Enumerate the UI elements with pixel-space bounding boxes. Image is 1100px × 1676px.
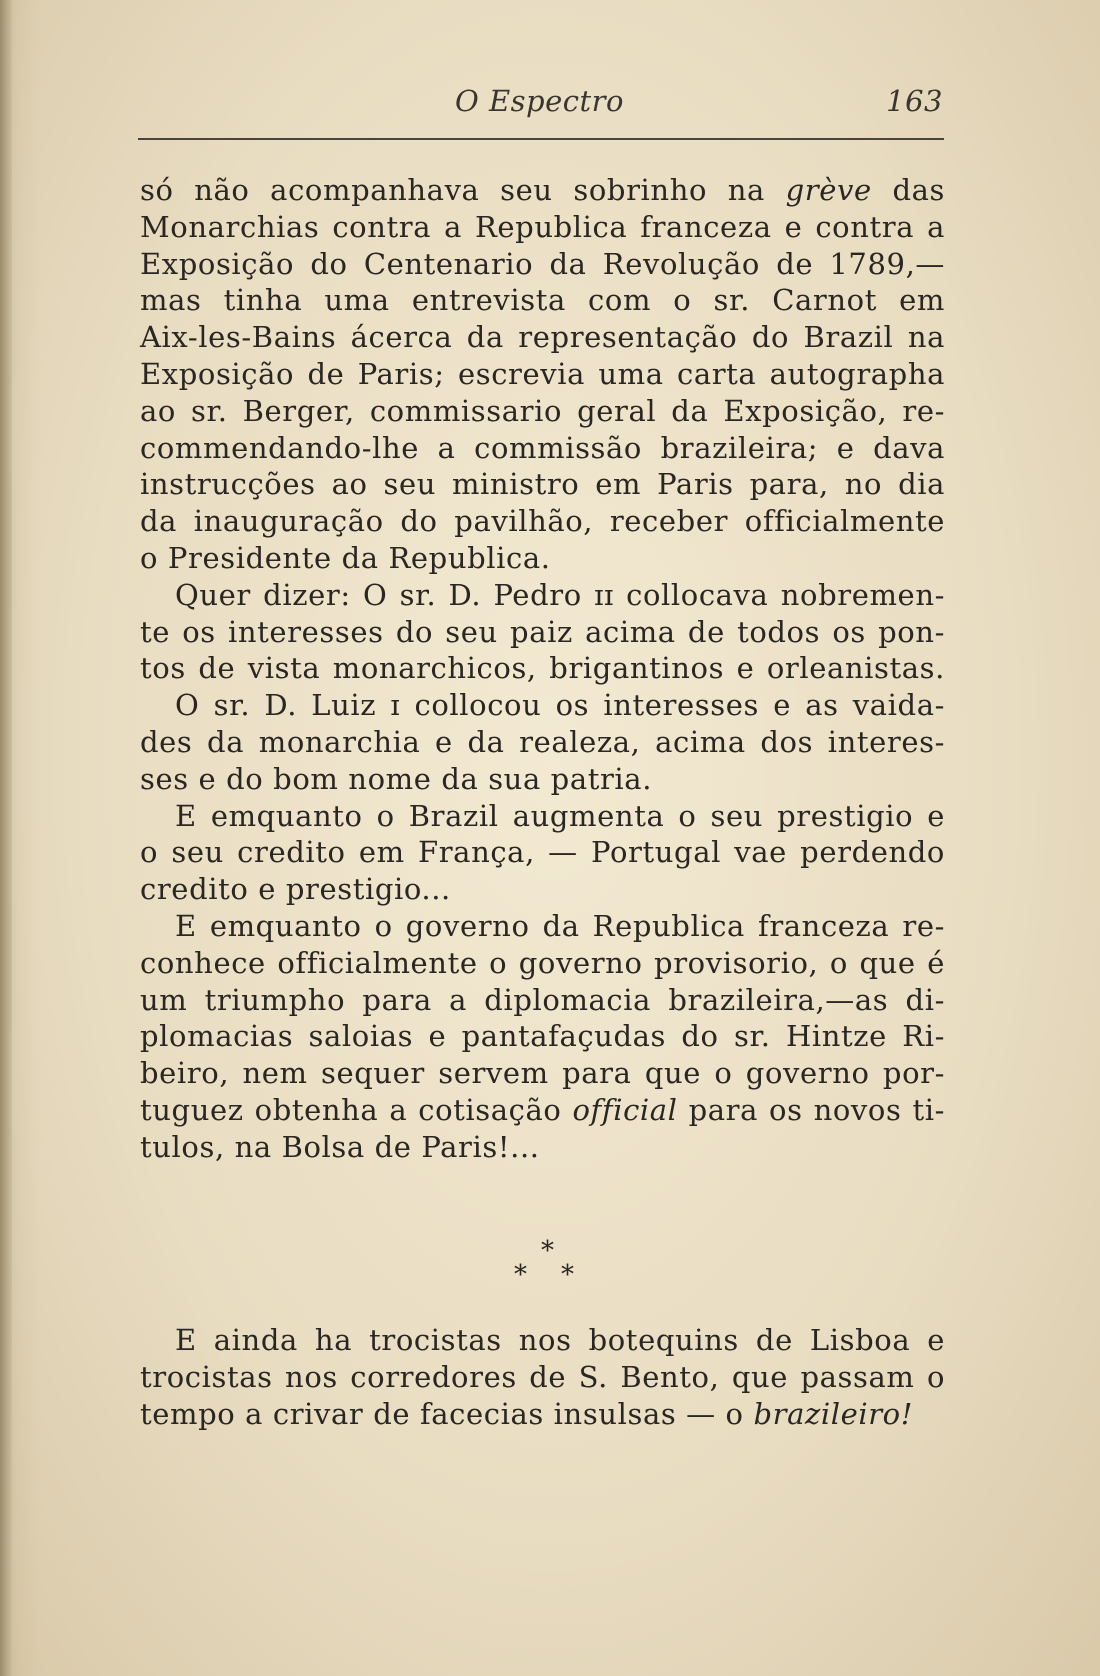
italic-word: brazileiro! (753, 1396, 913, 1431)
body-line (140, 430, 945, 467)
body-line (140, 834, 945, 871)
text-run: credito e prestigio... (140, 872, 451, 907)
text-run: tulos, na Bolsa de Paris!... (140, 1129, 540, 1164)
closing-line (140, 1322, 945, 1359)
text-run: commendando-lhe a commissão brazileira; e dava (140, 430, 945, 465)
text-run: Exposição de Paris; escrevia uma carta autographa (140, 356, 945, 391)
body-line (140, 614, 945, 651)
text-run: só não acompanhava seu sobrinho na (140, 173, 786, 207)
closing-paragraph (140, 1322, 945, 1432)
body-line (140, 356, 945, 393)
text-run: tos de vista monarchicos, brigantinos e orleanistas. (140, 651, 945, 686)
body-line (140, 540, 945, 577)
running-title: O Espectro (455, 84, 624, 118)
asterism-star-top: * (541, 1236, 554, 1266)
text-run: conhece officialmente o governo provisorio, o que é (140, 945, 945, 980)
asterism-star-left: * (514, 1260, 527, 1290)
text-run: des da monarchia e da realeza, acima dos interes- (140, 724, 945, 759)
text-run: te os interesses do seu paiz acima de todos os pon- (140, 614, 945, 649)
body-line (140, 319, 945, 356)
body-line (140, 503, 945, 540)
text-run: plomacias saloias e pantafaçudas do sr. Hintze Ri- (140, 1019, 945, 1054)
text-run: Exposição do Centenario da Revolução de 1789,— (140, 246, 945, 281)
text-run: o seu credito em França, — Portugal vae perdendo (140, 835, 945, 870)
closing-line (140, 1396, 945, 1433)
text-run: um triumpho para a diplomacia brazileira,—as di- (140, 982, 945, 1017)
italic-word: official (572, 1092, 678, 1127)
text-run: E ainda ha trocistas nos botequins de Lisboa e (175, 1323, 945, 1357)
text-run: trocistas nos corredores de S. Bento, que passam o (140, 1359, 945, 1394)
header-rule (138, 138, 944, 140)
body-line (140, 282, 945, 319)
asterism-star-right: * (561, 1260, 574, 1290)
text-run: ao sr. Berger, commissario geral da Exposição, re- (140, 393, 945, 428)
body-line (140, 1018, 945, 1055)
text-run: Aix-les-Bains ácerca da representação do Brazil na (140, 320, 945, 355)
body-line (140, 687, 945, 724)
text-run: tempo a crivar de facecias insulsas — o (140, 1396, 754, 1431)
body-line (140, 1129, 945, 1166)
text-run: E emquanto o governo da Republica franceza re- (175, 908, 945, 943)
body-line (140, 1055, 945, 1092)
body-line (140, 209, 945, 246)
text-run: O sr. D. Luiz ɪ collocou os interesses e as vaida- (175, 688, 945, 723)
body-line (140, 982, 945, 1019)
text-run: mas tinha uma entrevista com o sr. Carnot em (140, 283, 945, 318)
text-run: Quer dizer: O sr. D. Pedro ɪɪ collocava nobremen- (175, 577, 945, 612)
body-line (140, 908, 945, 945)
text-run: Monarchias contra a Republica franceza e contra a (140, 209, 945, 244)
text-run: beiro, nem sequer servem para que o governo por- (140, 1056, 945, 1091)
body-line (140, 246, 945, 283)
text-run: tuguez obtenha a cotisação (140, 1092, 573, 1127)
asterism (0, 1236, 1100, 1296)
text-run: da inauguração do pavilhão, receber officialmente (140, 504, 945, 539)
body-line (140, 761, 945, 798)
body-line (140, 172, 945, 209)
body-line (140, 724, 945, 761)
text-run: instrucções ao seu ministro em Paris para, no dia (140, 467, 945, 502)
running-head (140, 84, 943, 118)
body-line (140, 945, 945, 982)
page-number: 163 (886, 84, 943, 118)
text-run: o Presidente da Republica. (140, 540, 551, 575)
body-line (140, 650, 945, 687)
text-run: das (871, 173, 945, 207)
page-gutter (0, 0, 12, 1676)
body-line (140, 393, 945, 430)
text-run: ses e do bom nome da sua patria. (140, 761, 653, 796)
body-line (140, 871, 945, 908)
text-run: E emquanto o Brazil augmenta o seu prestigio e (175, 798, 945, 833)
closing-line (140, 1359, 945, 1396)
body-line (140, 577, 945, 614)
body-text (140, 172, 945, 1166)
body-line (140, 798, 945, 835)
body-line (140, 466, 945, 503)
body-line (140, 1092, 945, 1129)
italic-word: grève (785, 173, 872, 207)
text-run: para os novos ti- (677, 1092, 945, 1127)
